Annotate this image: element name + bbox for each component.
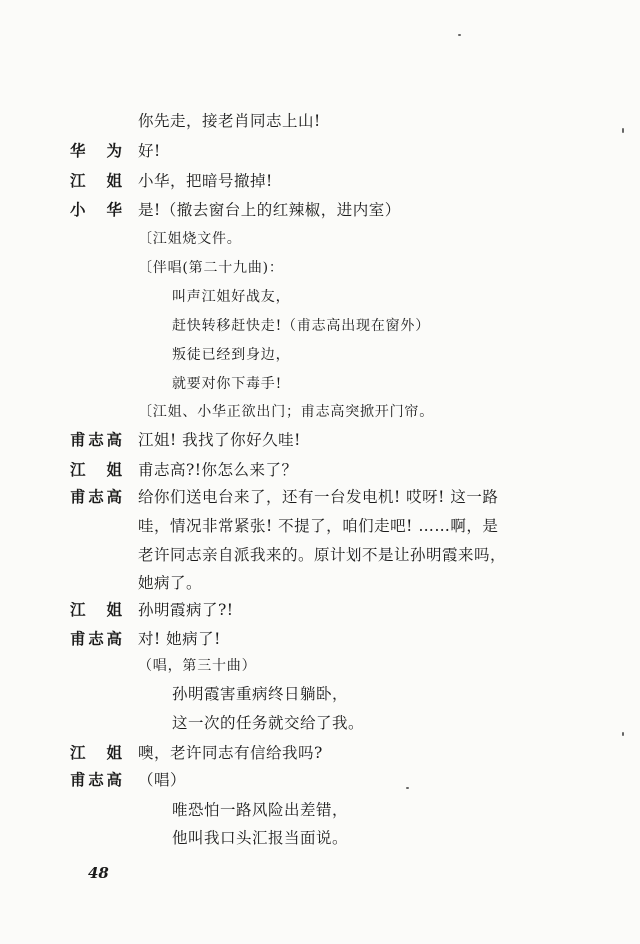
dialogue-line: 好!: [138, 142, 161, 160]
scan-speck: [406, 787, 409, 789]
dialogue-line: 孙明霞病了?!: [138, 601, 234, 619]
song-line: 叫声江姐好战友，: [172, 289, 291, 305]
stage-direction: （唱）: [138, 771, 187, 789]
speaker: 江 姐: [70, 460, 122, 479]
scan-speck: [458, 34, 461, 36]
song-line: 孙明霞害重病终日躺卧，: [172, 685, 349, 703]
dialogue-line: 哇，情况非常紧张! 不提了，咱们走吧! ……啊，是: [138, 517, 499, 535]
song-line: 唯恐怕一路风险出差错，: [172, 801, 349, 819]
dialogue-line: 小华，把暗号撤掉!: [138, 172, 273, 190]
dialogue-line: 你先走，接老肖同志上山!: [138, 112, 321, 130]
dialogue-line: 给你们送电台来了，还有一台发电机! 哎呀! 这一路: [138, 488, 499, 506]
song-line: 赶快转移赶快走!（甫志高出现在窗外）: [172, 318, 431, 334]
dialogue-line: 是!（撤去窗台上的红辣椒，进内室）: [138, 201, 401, 219]
dialogue-line: 老许同志亲自派我来的。原计划不是让孙明霞来吗，: [138, 546, 507, 564]
song-line: 叛徒已经到身边，: [172, 347, 291, 363]
speaker: 甫志高: [70, 770, 122, 789]
stage-direction: （唱，第三十曲）: [138, 658, 257, 674]
scan-speck: [622, 732, 624, 736]
song-line: 这一次的任务就交给了我。: [172, 714, 365, 732]
song-line: 他叫我口头汇报当面说。: [172, 829, 349, 847]
dialogue-line: 甫志高?!你怎么来了？: [138, 461, 298, 479]
page-number: 48: [88, 864, 109, 882]
dialogue-line: 噢，老许同志有信给我吗?: [138, 744, 323, 762]
stage-direction: 〔江姐、小华正欲出门；甫志高突掀开门帘。: [138, 404, 434, 420]
stage-direction: 〔伴唱(第二十九曲)：: [138, 260, 284, 276]
scan-speck: [622, 128, 624, 133]
speaker: 甫志高: [70, 487, 122, 506]
speaker: 江 姐: [70, 171, 122, 190]
speaker: 小 华: [70, 200, 122, 219]
speaker: 江 姐: [70, 600, 122, 619]
song-line: 就要对你下毒手!: [172, 376, 283, 392]
dialogue-line: 江姐! 我找了你好久哇!: [138, 431, 301, 449]
speaker: 甫志高: [70, 430, 122, 449]
stage-direction: 〔江姐烧文件。: [138, 231, 242, 247]
dialogue-line: 对! 她病了!: [138, 630, 221, 648]
speaker: 华 为: [70, 141, 122, 160]
speaker: 甫志高: [70, 629, 122, 648]
dialogue-line: 她病了。: [138, 574, 203, 592]
speaker: 江 姐: [70, 743, 122, 762]
